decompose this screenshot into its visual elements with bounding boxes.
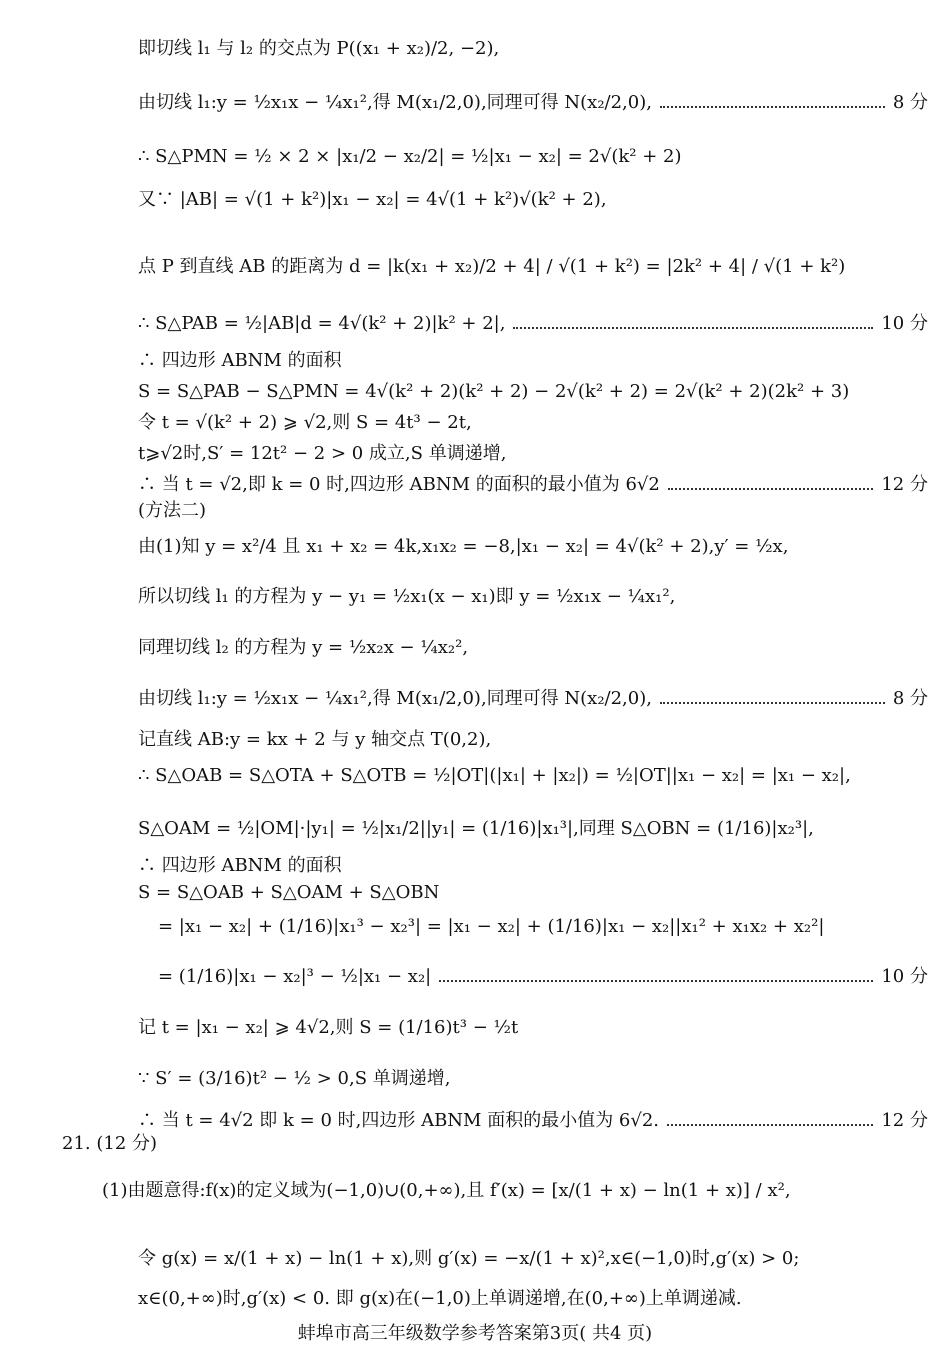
- dot-leader: [660, 688, 885, 704]
- dot-leader: [668, 474, 874, 490]
- solution-line-text: 由切线 l₁:y = ½x₁x − ¼x₁²,得 M(x₁/2,0),同理可得 N(x₂/2,0),: [138, 688, 652, 709]
- solution-line: 记直线 AB:y = kx + 2 与 y 轴交点 T(0,2),: [138, 729, 492, 750]
- solution-line: t⩾√2时,S′ = 12t² − 2 > 0 成立,S 单调递增,: [138, 443, 507, 464]
- solution-line: [138, 92, 928, 114]
- solution-line: 21. (12 分): [62, 1133, 158, 1154]
- solution-line: [138, 474, 928, 496]
- solution-line-text: ∴ 当 t = 4√2 即 k = 0 时,四边形 ABNM 面积的最小值为 6√2.: [138, 1110, 660, 1131]
- solution-line: (1)由题意得:f(x)的定义域为(−1,0)∪(0,+∞),且 f′(x) = [x/(1 + x) − ln(1 + x)] / x²,: [102, 1180, 791, 1201]
- solution-line: 点 P 到直线 AB 的距离为 d = |k(x₁ + x₂)/2 + 4| / √(1 + k²) = |2k² + 4| / √(1 + k²): [138, 256, 846, 277]
- score-points: 10 分: [881, 966, 928, 987]
- score-points: 12 分: [881, 474, 928, 495]
- solution-line: S = S△OAB + S△OAM + S△OBN: [138, 882, 440, 903]
- solution-line: (方法二): [138, 500, 207, 521]
- solution-line: 记 t = |x₁ − x₂| ⩾ 4√2,则 S = (1/16)t³ − ½t: [138, 1017, 519, 1038]
- solution-line: 由(1)知 y = x²/4 且 x₁ + x₂ = 4k,x₁x₂ = −8,|x₁ − x₂| = 4√(k² + 2),y′ = ½x,: [138, 536, 789, 557]
- solution-line: ∵ S′ = (3/16)t² − ½ > 0,S 单调递增,: [138, 1068, 451, 1089]
- solution-line-text: 由切线 l₁:y = ½x₁x − ¼x₁²,得 M(x₁/2,0),同理可得 N(x₂/2,0),: [138, 92, 652, 113]
- solution-line-text: ∴ S△PAB = ½|AB|d = 4√(k² + 2)|k² + 2|,: [138, 313, 506, 334]
- solution-line: [138, 1110, 928, 1132]
- solution-line-text: = (1/16)|x₁ − x₂|³ − ½|x₁ − x₂|: [158, 966, 432, 987]
- score-points: 12 分: [881, 1110, 928, 1131]
- solution-line-text: ∴ 当 t = √2,即 k = 0 时,四边形 ABNM 的面积的最小值为 6√2: [138, 474, 660, 495]
- score-points: 8 分: [892, 92, 928, 113]
- solution-line: 令 t = √(k² + 2) ⩾ √2,则 S = 4t³ − 2t,: [138, 412, 472, 433]
- solution-line: ∴ 四边形 ABNM 的面积: [138, 855, 342, 876]
- dot-leader: [513, 313, 873, 329]
- solution-line: S = S△PAB − S△PMN = 4√(k² + 2)(k² + 2) − 2√(k² + 2) = 2√(k² + 2)(2k² + 3): [138, 381, 850, 402]
- dot-leader: [667, 1110, 873, 1126]
- solution-line: 即切线 l₁ 与 l₂ 的交点为 P((x₁ + x₂)/2, −2),: [138, 38, 500, 59]
- solution-line: = |x₁ − x₂| + (1/16)|x₁³ − x₂³| = |x₁ − x₂| + (1/16)|x₁ − x₂||x₁² + x₁x₂ + x₂²|: [158, 916, 825, 937]
- dot-leader: [660, 92, 885, 108]
- dot-leader: [439, 966, 873, 982]
- solution-line: ∴ 四边形 ABNM 的面积: [138, 350, 342, 371]
- solution-line: [158, 966, 928, 988]
- solution-line: ∴ S△PMN = ½ × 2 × |x₁/2 − x₂/2| = ½|x₁ − x₂| = 2√(k² + 2): [138, 146, 682, 167]
- solution-line: ∴ S△OAB = S△OTA + S△OTB = ½|OT|(|x₁| + |x₂|) = ½|OT||x₁ − x₂| = |x₁ − x₂|,: [138, 765, 851, 786]
- solution-line: [138, 313, 928, 335]
- score-points: 10 分: [881, 313, 928, 334]
- solution-line: 又∵ |AB| = √(1 + k²)|x₁ − x₂| = 4√(1 + k²)√(k² + 2),: [138, 189, 607, 210]
- solution-line: S△OAM = ½|OM|·|y₁| = ½|x₁/2||y₁| = (1/16)|x₁³|,同理 S△OBN = (1/16)|x₂³|,: [138, 818, 814, 839]
- score-points: 8 分: [892, 688, 928, 709]
- solution-line: x∈(0,+∞)时,g′(x) < 0. 即 g(x)在(−1,0)上单调递增,在(0,+∞)上单调递减.: [138, 1288, 742, 1309]
- solution-line: [138, 688, 928, 710]
- page-footer: 蚌埠市高三年级数学参考答案第3页( 共4 页): [297, 1323, 653, 1344]
- solution-line: 同理切线 l₂ 的方程为 y = ½x₂x − ¼x₂²,: [138, 637, 469, 658]
- solution-line: 所以切线 l₁ 的方程为 y − y₁ = ½x₁(x − x₁)即 y = ½x₁x − ¼x₁²,: [138, 586, 676, 607]
- solution-line: 令 g(x) = x/(1 + x) − ln(1 + x),则 g′(x) = −x/(1 + x)²,x∈(−1,0)时,g′(x) > 0;: [138, 1248, 800, 1269]
